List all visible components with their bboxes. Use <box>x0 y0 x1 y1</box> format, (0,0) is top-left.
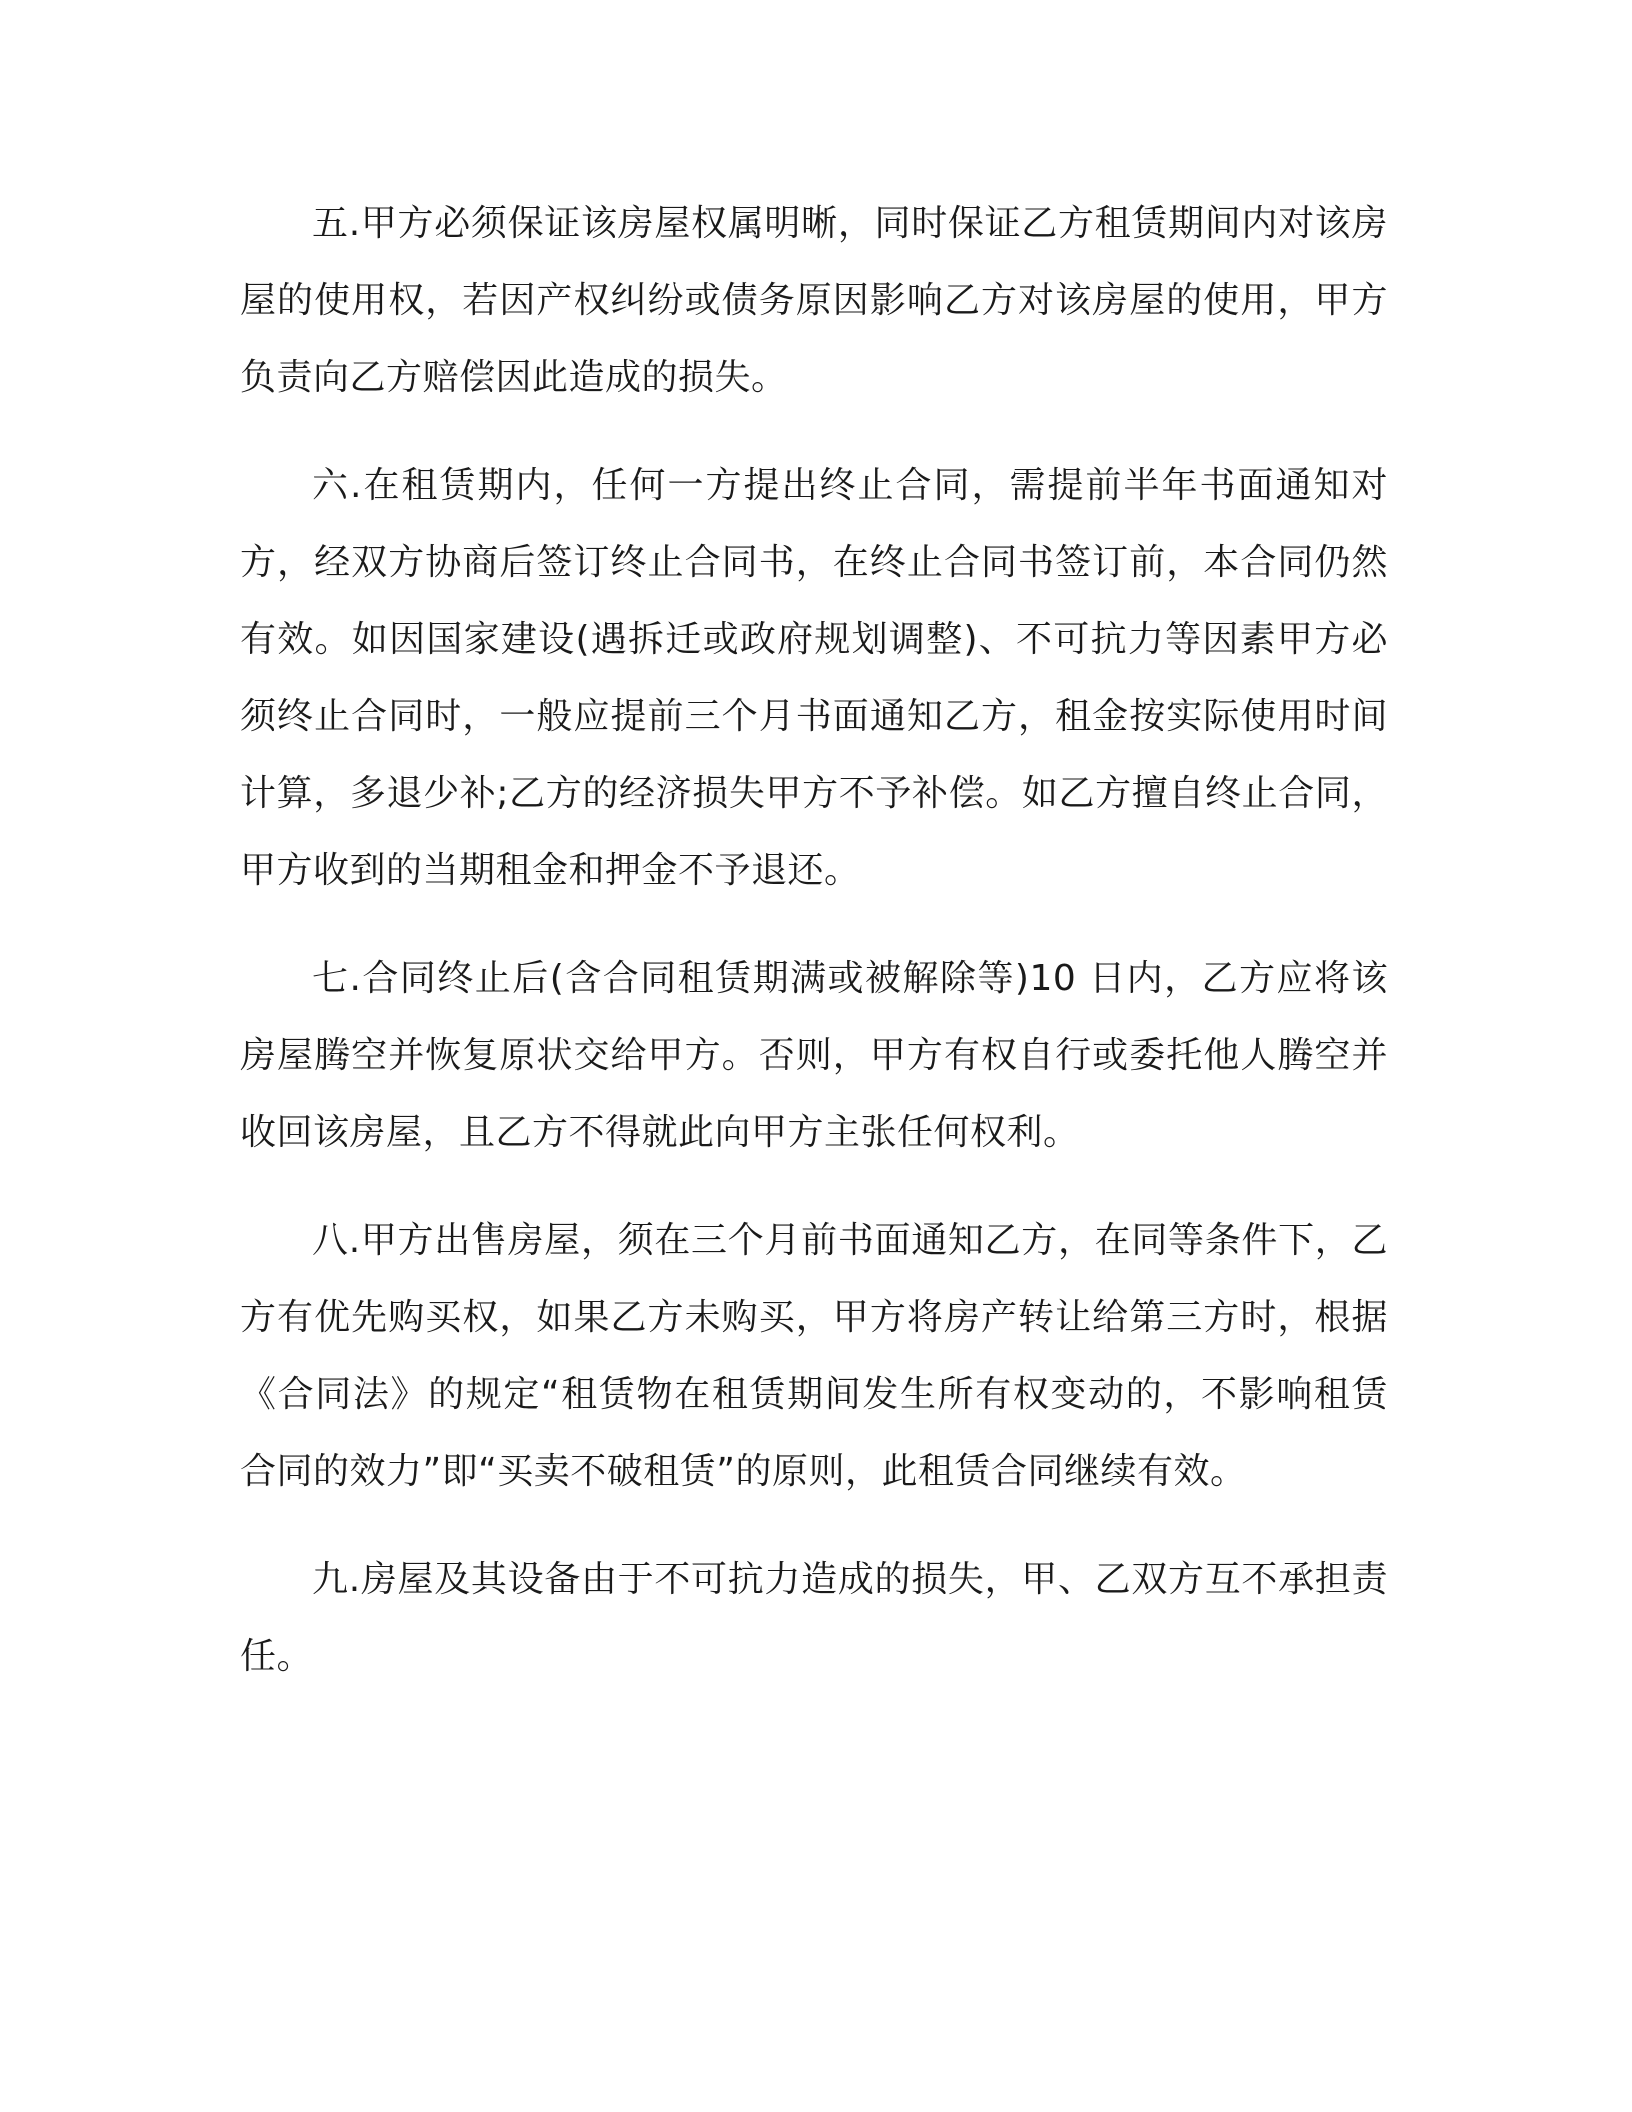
clause-8-paragraph: 八.甲方出售房屋，须在三个月前书面通知乙方，在同等条件下，乙方有优先购买权，如果乙方未购买，甲方将房产转让给第三方时，根据《合同法》的规定“租赁物在租赁期间发生所有权变动的，不影响租赁合同的效力”即“买卖不破租赁”的原则，此租赁合同继续有效。 <box>240 1220 1388 1492</box>
clause-9-paragraph: 九.房屋及其设备由于不可抗力造成的损失，甲、乙双方互不承担责任。 <box>240 1559 1388 1677</box>
clause-7-paragraph: 七.合同终止后(含合同租赁期满或被解除等)10 日内，乙方应将该房屋腾空并恢复原状交给甲方。否则，甲方有权自行或委托他人腾空并收回该房屋，且乙方不得就此向甲方主张任何权利。 <box>240 958 1388 1153</box>
clause-6-paragraph: 六.在租赁期内，任何一方提出终止合同，需提前半年书面通知对方，经双方协商后签订终止合同书，在终止合同书签订前，本合同仍然有效。如因国家建设(遇拆迁或政府规划调整)、不可抗力等因素甲方必须终止合同时，一般应提前三个月书面通知乙方，租金按实际使用时间计算，多退少补;乙方的经济损失甲方不予补偿。如乙方擅自终止合同，甲方收到的当期租金和押金不予退还。 <box>240 465 1388 891</box>
clause-5-paragraph: 五.甲方必须保证该房屋权属明晰，同时保证乙方租赁期间内对该房屋的使用权，若因产权纠纷或债务原因影响乙方对该房屋的使用，甲方负责向乙方赔偿因此造成的损失。 <box>240 203 1388 398</box>
document-body <box>240 185 1388 1726</box>
